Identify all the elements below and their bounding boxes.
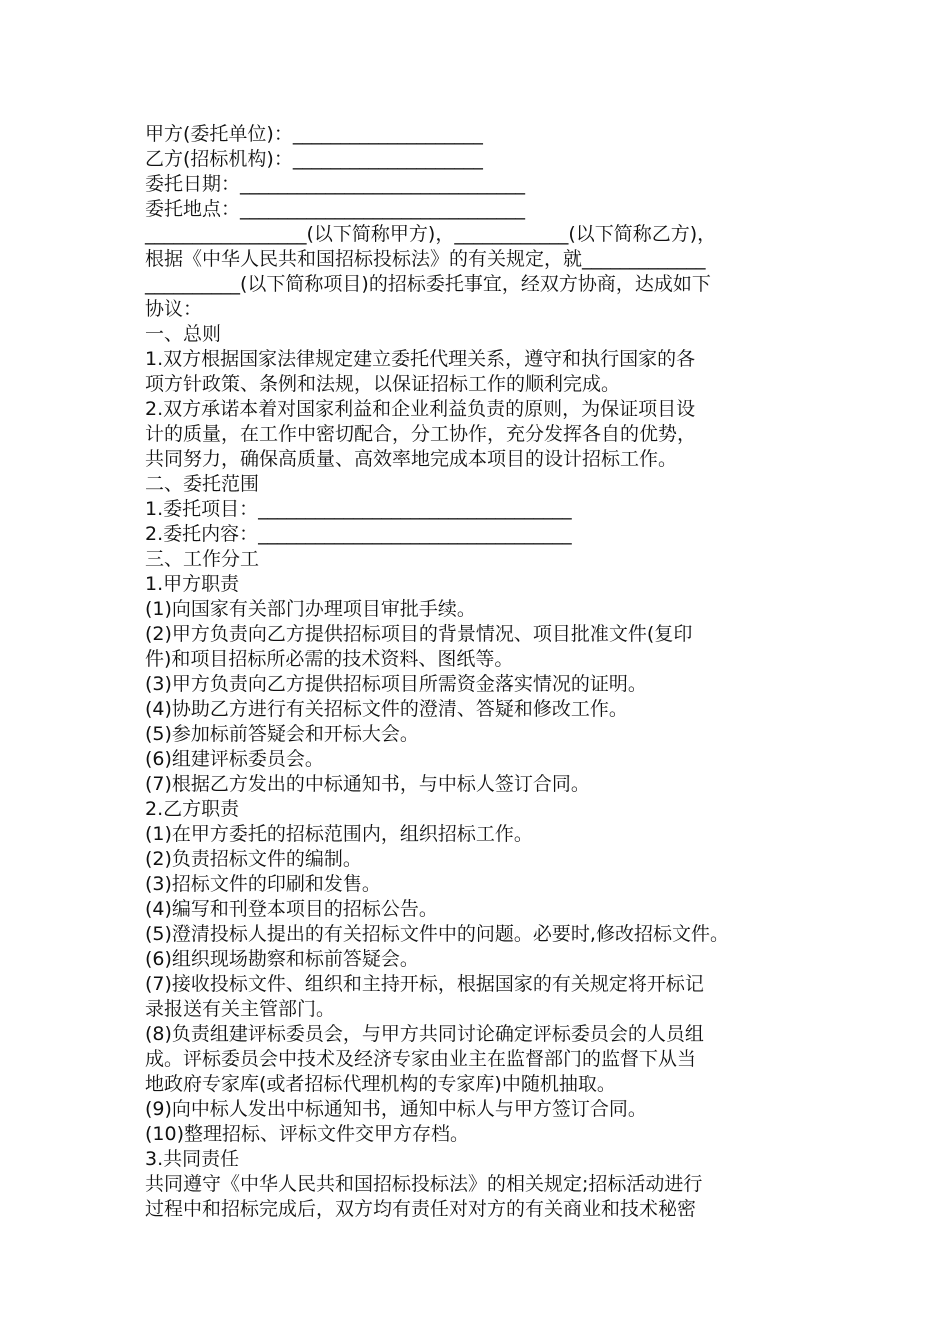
- subsection-title: 2.乙方职责: [145, 798, 240, 820]
- list-item: (2)甲方负责向乙方提供招标项目的背景情况、项目批准文件(复印: [145, 623, 693, 645]
- subsection-title: 1.甲方职责: [145, 573, 240, 595]
- party-b-field: 乙方(招标机构)：____________________: [145, 148, 483, 170]
- list-item: (6)组建评标委员会。: [145, 748, 324, 770]
- list-item: (9)向中标人发出中标通知书，通知中标人与甲方签订合同。: [145, 1098, 647, 1120]
- list-item: (7)根据乙方发出的中标通知书，与中标人签订合同。: [145, 773, 590, 795]
- paragraph-line: 共同遵守《中华人民共和国招标投标法》的相关规定;招标活动进行: [145, 1173, 703, 1195]
- list-item: (8)负责组建评标委员会，与甲方共同讨论确定评标委员会的人员组: [145, 1023, 704, 1045]
- list-item: (3)甲方负责向乙方提供招标项目所需资金落实情况的证明。: [145, 673, 647, 695]
- subsection-title: 3.共同责任: [145, 1148, 240, 1170]
- document-page: [145, 122, 810, 1222]
- date-field: 委托日期：______________________________: [145, 173, 526, 195]
- intro-line: 根据《中华人民共和国招标投标法》的有关规定，就_____________: [145, 248, 706, 270]
- list-item: (10)整理招标、评标文件交甲方存档。: [145, 1123, 470, 1145]
- paragraph-line: 共同努力，确保高质量、高效率地完成本项目的设计招标工作。: [145, 448, 678, 470]
- list-item: 地政府专家库(或者招标代理机构的专家库)中随机抽取。: [145, 1073, 616, 1095]
- entrusted-project-field: 1.委托项目：_________________________________: [145, 498, 572, 520]
- list-item: (1)向国家有关部门办理项目审批手续。: [145, 598, 476, 620]
- section-heading: 一、总则: [145, 323, 222, 345]
- entrusted-content-field: 2.委托内容：_________________________________: [145, 523, 572, 545]
- list-item: (4)编写和刊登本项目的招标公告。: [145, 898, 438, 920]
- list-item: (3)招标文件的印刷和发售。: [145, 873, 381, 895]
- list-item: (7)接收投标文件、组织和主持开标，根据国家的有关规定将开标记: [145, 973, 704, 995]
- list-item: 件)和项目招标所必需的技术资料、图纸等。: [145, 648, 514, 670]
- list-item: (5)参加标前答疑会和开标大会。: [145, 723, 419, 745]
- list-item: (2)负责招标文件的编制。: [145, 848, 362, 870]
- intro-line: 协议：: [145, 298, 203, 320]
- section-heading: 三、工作分工: [145, 548, 260, 570]
- paragraph-line: 计的质量，在工作中密切配合，分工协作，充分发挥各自的优势，: [145, 423, 697, 445]
- list-item: (6)组织现场勘察和标前答疑会。: [145, 948, 419, 970]
- list-item: (4)协助乙方进行有关招标文件的澄清、答疑和修改工作。: [145, 698, 628, 720]
- intro-line: _________________(以下简称甲方)，____________(以下简称乙方)，: [145, 223, 717, 245]
- place-field: 委托地点：______________________________: [145, 198, 526, 220]
- paragraph-line: 过程中和招标完成后，双方均有责任对对方的有关商业和技术秘密: [145, 1198, 697, 1220]
- list-item: (5)澄清投标人提出的有关招标文件中的问题。必要时,修改招标文件。: [145, 923, 729, 945]
- list-item: 录报送有关主管部门。: [145, 998, 336, 1020]
- list-item: 成。评标委员会中技术及经济专家由业主在监督部门的监督下从当: [145, 1048, 697, 1070]
- list-item: (1)在甲方委托的招标范围内，组织招标工作。: [145, 823, 533, 845]
- paragraph-line: 1.双方根据国家法律规定建立委托代理关系，遵守和执行国家的各: [145, 348, 696, 370]
- party-a-field: 甲方(委托单位)：____________________: [145, 123, 483, 145]
- section-heading: 二、委托范围: [145, 473, 260, 495]
- paragraph-line: 项方针政策、条例和法规，以保证招标工作的顺利完成。: [145, 373, 621, 395]
- intro-line: __________(以下简称项目)的招标委托事宜，经双方协商，达成如下: [145, 273, 711, 295]
- paragraph-line: 2.双方承诺本着对国家利益和企业利益负责的原则，为保证项目设: [145, 398, 696, 420]
